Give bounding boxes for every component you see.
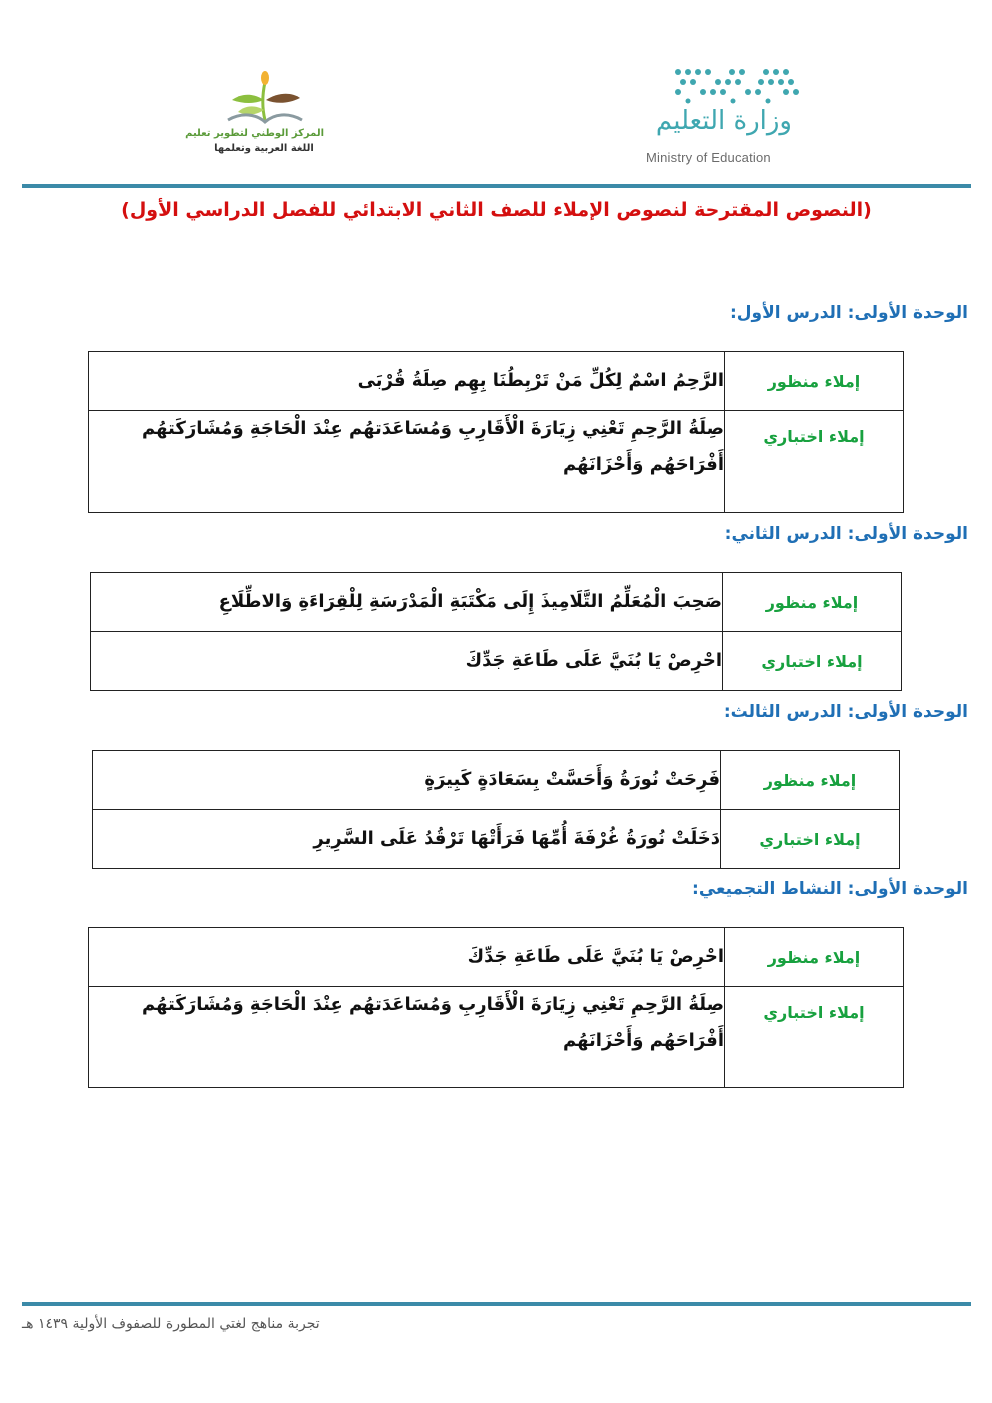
test-text: دَخَلَتْ نُورَةُ غُرْفَةَ أُمِّهَا فَرَأَتْهَا تَرْقُدُ عَلَى السَّرِيرِ xyxy=(93,810,721,869)
test-text: صِلَةُ الرَّحِمِ تَعْنِي زِيَارَةَ الْأَقَارِبِ وَمُسَاعَدَتهُم عِنْدَ الْحَاجَةِ وَمُشَارَكَتهُم أَفْرَاحَهُم وَأَحْزَانَهُم xyxy=(89,411,725,513)
seen-text: احْرِصْ يَا بُنَيَّ عَلَى طَاعَةِ جَدِّكَ xyxy=(89,928,725,987)
center-name-line1: المركز الوطني لتطوير تعليم xyxy=(185,128,324,139)
test-label: إملاء اختباري xyxy=(725,411,904,513)
test-label: إملاء اختباري xyxy=(723,632,902,691)
table-row xyxy=(89,928,904,987)
top-divider xyxy=(22,184,971,188)
bottom-divider xyxy=(22,1302,971,1306)
test-text: احْرِصْ يَا بُنَيَّ عَلَى طَاعَةِ جَدِّكَ xyxy=(91,632,723,691)
section-heading-1: الوحدة الأولى: الدرس الأول: xyxy=(729,303,968,323)
seen-text: صَحِبَ الْمُعَلِّمُ التَّلَامِيذَ إِلَى مَكْتَبَةِ الْمَدْرَسَةِ لِلْقِرَاءَةِ وَالاطِّلَاعِ xyxy=(91,573,723,632)
dictation-table-3 xyxy=(92,750,900,869)
test-label: إملاء اختباري xyxy=(725,987,904,1088)
seen-label: إملاء منظور xyxy=(725,352,904,411)
center-name-line2: اللغة العربية وتعلمها xyxy=(214,143,314,154)
dictation-table-1 xyxy=(88,351,904,513)
national-center-logo xyxy=(185,70,330,170)
ministry-name-english: Ministry of Education xyxy=(646,150,771,165)
table-row xyxy=(91,573,902,632)
test-text: صِلَةُ الرَّحِمِ تَعْنِي زِيَارَةَ الْأَقَارِبِ وَمُسَاعَدَتهُم عِنْدَ الْحَاجَةِ وَمُشَارَكَتهُم أَفْرَاحَهُم وَأَحْزَانَهُم xyxy=(89,987,725,1088)
seen-label: إملاء منظور xyxy=(725,928,904,987)
table-row xyxy=(93,751,900,810)
ministry-logo xyxy=(640,62,800,172)
seen-label: إملاء منظور xyxy=(721,751,900,810)
footer-text: تجربة مناهج لغتي المطورة للصفوف الأولية ١٤٣٩ هـ xyxy=(22,1316,320,1332)
plant-book-icon xyxy=(222,70,308,126)
section-heading-4: الوحدة الأولى: النشاط التجميعي: xyxy=(692,879,968,899)
page-title: (النصوص المقترحة لنصوص الإملاء للصف الثاني الابتدائي للفصل الدراسي الأول) xyxy=(121,199,872,221)
seen-label: إملاء منظور xyxy=(723,573,902,632)
section-heading-3: الوحدة الأولى: الدرس الثالث: xyxy=(723,702,968,722)
table-row xyxy=(89,987,904,1088)
ministry-dots-icon xyxy=(670,66,800,106)
dictation-table-2 xyxy=(90,572,902,691)
test-label: إملاء اختباري xyxy=(721,810,900,869)
ministry-name-arabic: وزارة التعليم xyxy=(655,106,792,136)
table-row xyxy=(93,810,900,869)
seen-text: الرَّحِمُ اسْمٌ لِكُلِّ مَنْ تَرْبِطُنَا بِهِم صِلَةُ قُرْبَى xyxy=(89,352,725,411)
seen-text: فَرِحَتْ نُورَةُ وَأَحَسَّتْ بِسَعَادَةٍ كَبِيرَةٍ xyxy=(93,751,721,810)
table-row xyxy=(89,411,904,513)
table-row xyxy=(91,632,902,691)
table-row xyxy=(89,352,904,411)
dictation-table-4 xyxy=(88,927,904,1088)
section-heading-2: الوحدة الأولى: الدرس الثاني: xyxy=(724,524,968,544)
